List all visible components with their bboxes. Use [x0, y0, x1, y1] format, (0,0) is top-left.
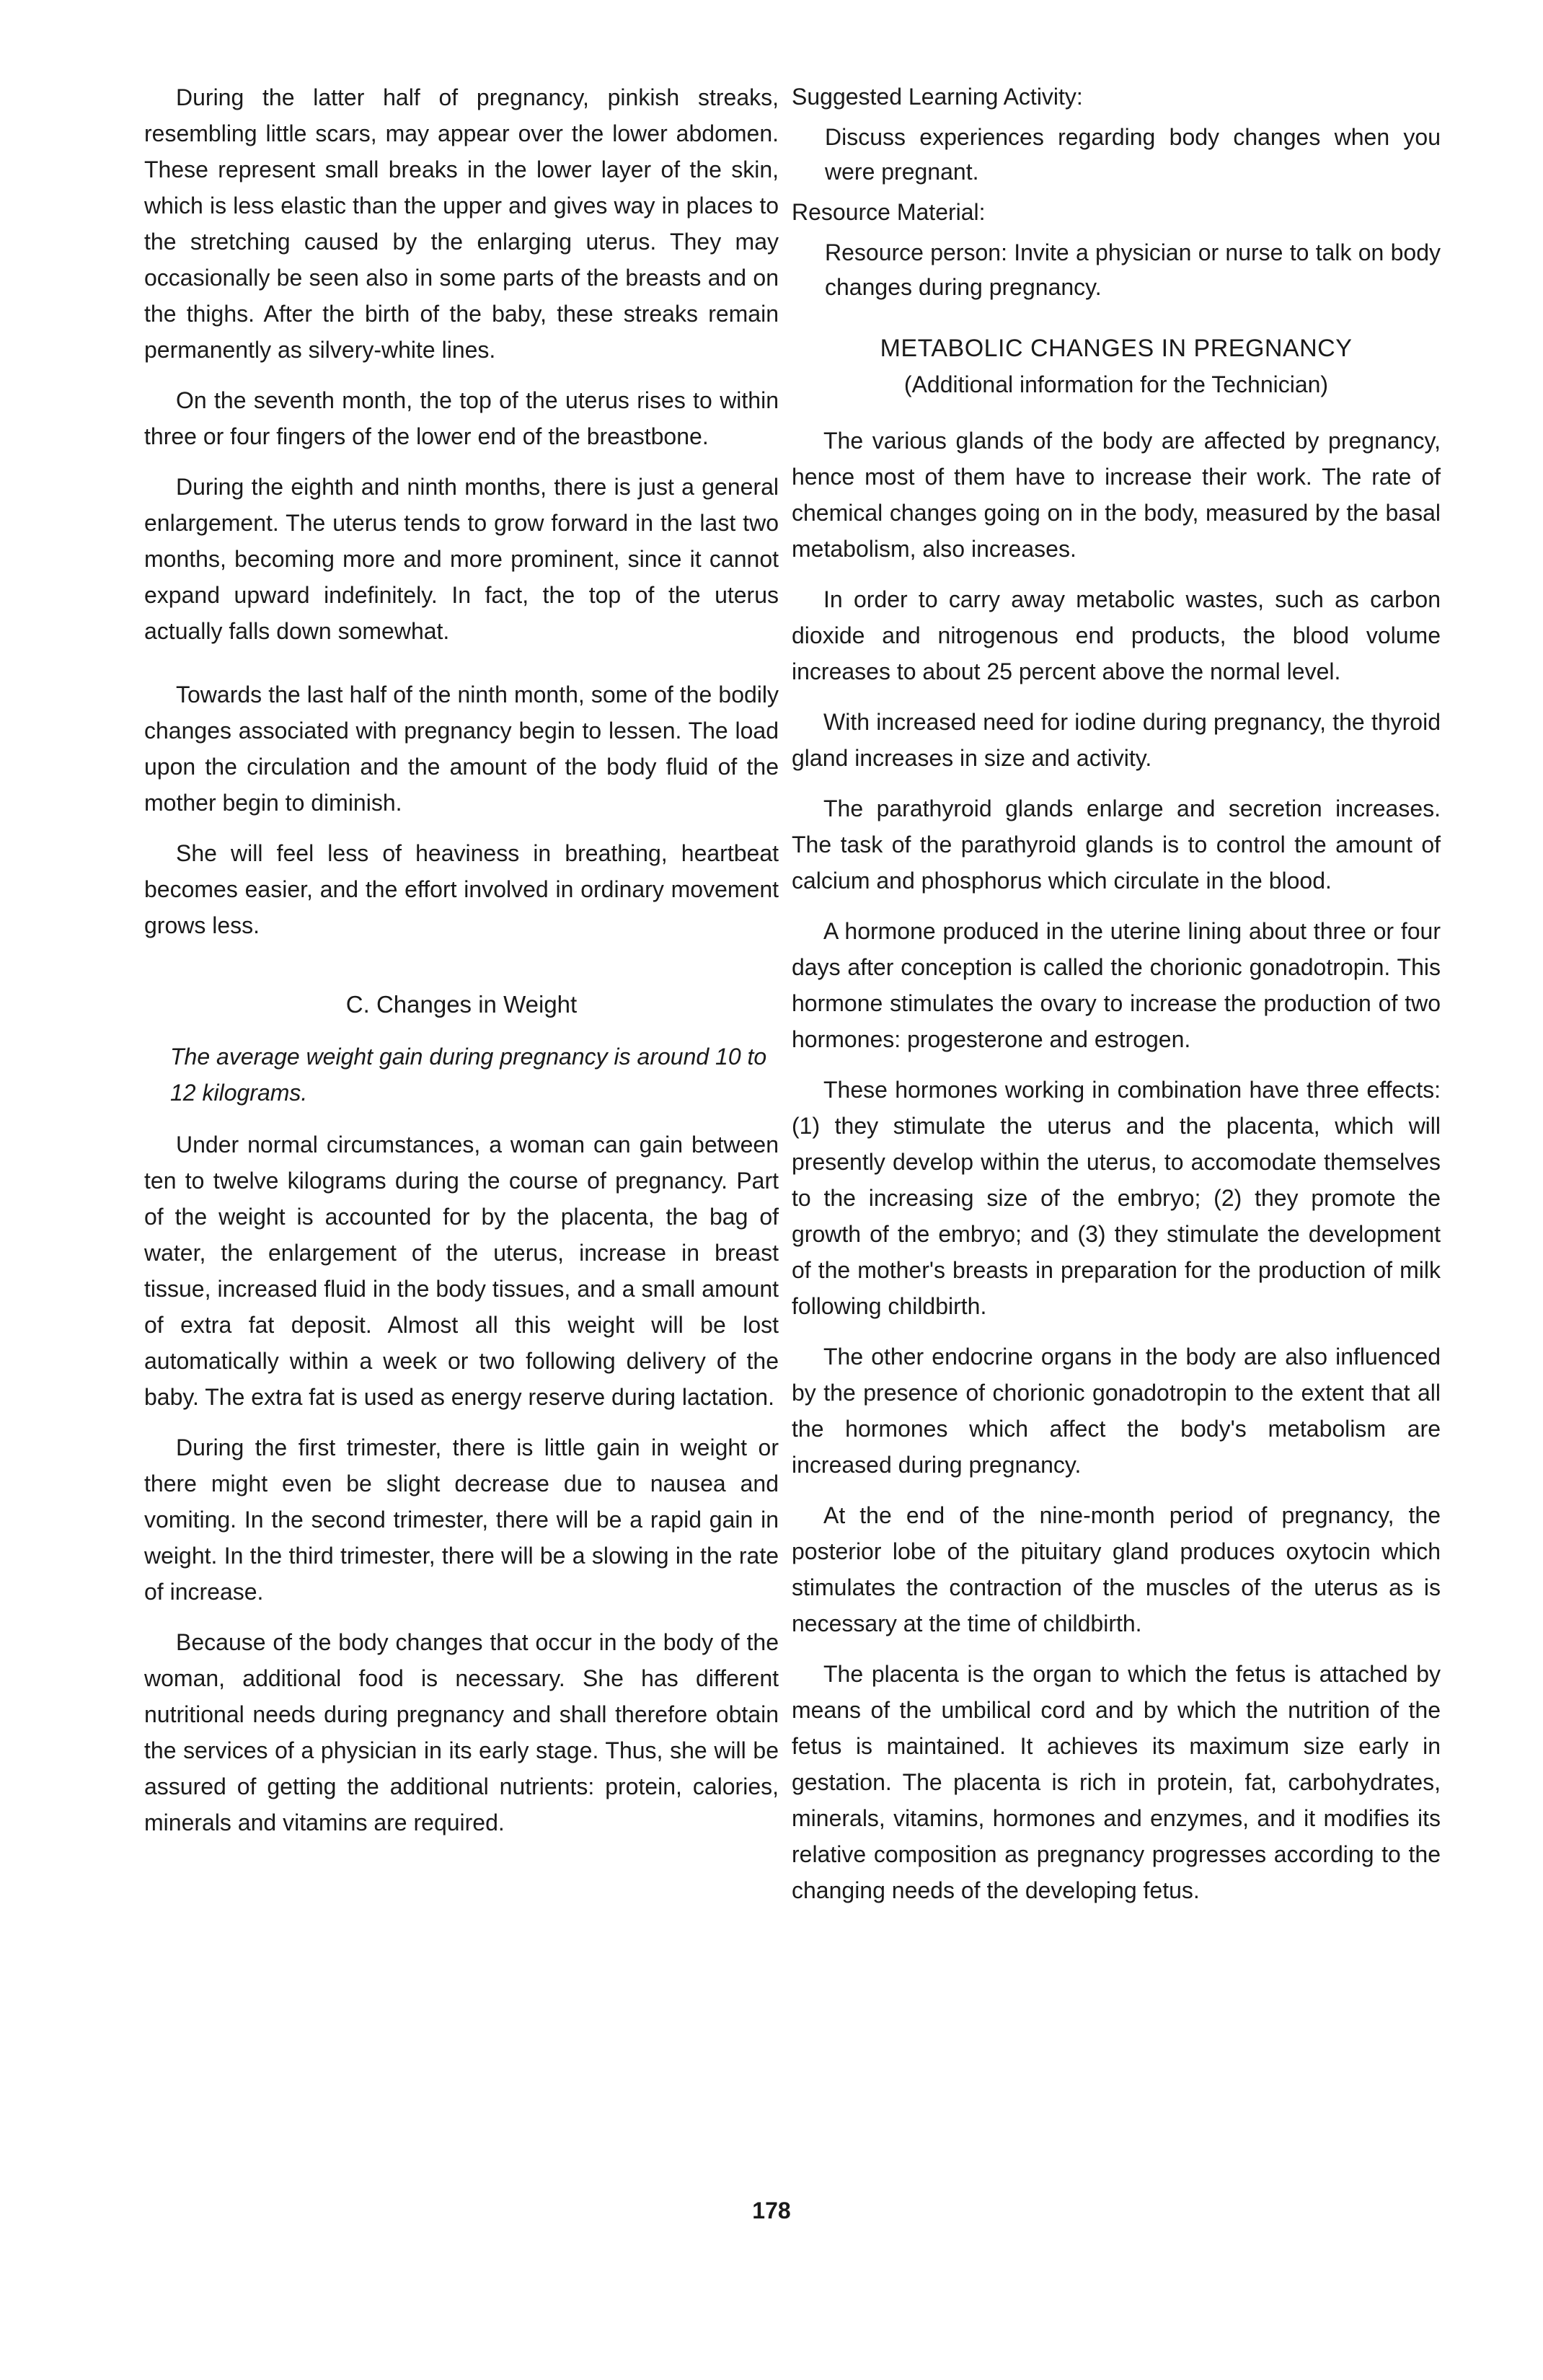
body-paragraph: She will feel less of heaviness in breathing, heartbeat becomes easier, and the effort involved in ordinary movement grows less. — [144, 840, 779, 938]
body-paragraph: In order to carry away metabolic wastes, such as carbon dioxide and nitrogenous end products, the blood volume increases to about 25 percent above the normal level. — [792, 586, 1441, 684]
body-paragraph: At the end of the nine-month period of pregnancy, the posterior lobe of the pituitary gland produces oxytocin which stimulates the contraction of the muscles of the uterus as is necessary at the time of childbirth. — [792, 1502, 1441, 1636]
body-paragraph: With increased need for iodine during pregnancy, the thyroid gland increases in size and activity. — [792, 709, 1441, 771]
section-heading-metabolic: METABOLIC CHANGES IN PREGNANCY — [880, 335, 1353, 362]
section-subheading: (Additional information for the Technician) — [903, 371, 1329, 397]
body-paragraph: A hormone produced in the uterine lining about three or four days after conception is called the chorionic gonadotropin. This hormone stimulates the ovary to increase the production of two hormones: progesterone and estrogen. — [792, 918, 1441, 1052]
resource-material-label: Resource Material: — [792, 199, 986, 225]
left-column — [144, 79, 779, 1855]
italic-summary-note: The average weight gain during pregnancy is around 10 to 12 kilograms. — [170, 1044, 767, 1106]
body-paragraph: The various glands of the body are affected by pregnancy, hence most of them have to increase their work. The rate of chemical changes going on in the body, measured by the basal metabolism, also increases. — [792, 428, 1441, 562]
body-paragraph: Towards the last half of the ninth month, some of the bodily changes associated with pregnancy begin to lessen. The load upon the circulation and the amount of the body fluid of the mother begin to diminish. — [144, 682, 779, 816]
body-paragraph: On the seventh month, the top of the uterus rises to within three or four fingers of the lower end of the breastbone. — [144, 387, 779, 449]
right-column — [792, 79, 1441, 1923]
page-number: 178 — [752, 2198, 791, 2223]
body-paragraph: During the first trimester, there is little gain in weight or there might even be slight decrease due to nausea and vomiting. In the second trimester, there will be a rapid gain in weight. In the third trimester, there will be a slowing in the rate of increase. — [144, 1434, 779, 1605]
learning-activity-text: Discuss experiences regarding body changes when you were pregnant. — [825, 124, 1441, 185]
body-paragraph: The placenta is the organ to which the fetus is attached by means of the umbilical cord and by which the nutrition of the fetus is maintained. It achieves its maximum size early in gestation. The placenta is rich in protein, fat, carbohydrates, minerals, vitamins, hormones and enzymes, and it modifies its relative composition as pregnancy progresses according to the changing needs of the developing fetus. — [792, 1661, 1441, 1903]
resource-material-text: Resource person: Invite a physician or nurse to talk on body changes during pregnancy. — [825, 239, 1441, 300]
body-paragraph: These hormones working in combination have three effects: (1) they stimulate the uterus and the placenta, which will presently develop within the uterus, to accomodate themselves to the increasing size of the embryo; (2) they promote the growth of the embryo; and (3) they stimulate the development of the mother's breasts in preparation for the production of milk following childbirth. — [792, 1077, 1441, 1319]
section-heading-weight: C. Changes in Weight — [345, 991, 578, 1018]
body-paragraph: Under normal circumstances, a woman can gain between ten to twelve kilograms during the course of pregnancy. Part of the weight is accounted for by the placenta, the bag of water, the enlargement of the uterus, increase in breast tissue, increased fluid in the body tissues, and a small amount of extra fat deposit. Almost all this weight will be lost automatically within a week or two following delivery of the baby. The extra fat is used as energy reserve during lactation. — [144, 1132, 779, 1410]
body-paragraph: During the eighth and ninth months, there is just a general enlargement. The uterus tends to grow forward in the last two months, becoming more and more prominent, since it cannot expand upward indefinitely. In fact, the top of the uterus actually falls down somewhat. — [144, 474, 779, 644]
body-paragraph: Because of the body changes that occur in the body of the woman, additional food is necessary. She has different nutritional needs during pregnancy and shall therefore obtain the services of a physician in its early stage. Thus, she will be assured of getting the additional nutrients: protein, calories, minerals and vitamins are required. — [144, 1629, 779, 1835]
body-paragraph: The other endocrine organs in the body are also influenced by the presence of chorionic gonadotropin to the extent that all the hormones which affect the body's metabolism are increased during pregnancy. — [792, 1344, 1441, 1478]
body-paragraph: The parathyroid glands enlarge and secretion increases. The task of the parathyroid glands is to control the amount of calcium and phosphorus which circulate in the blood. — [792, 795, 1441, 894]
learning-activity-label: Suggested Learning Activity: — [792, 84, 1083, 110]
body-paragraph: During the latter half of pregnancy, pinkish streaks, resembling little scars, may appear over the lower abdomen. These represent small breaks in the lower layer of the skin, which is less elastic than the upper and gives way in places to the stretching caused by the enlarging uterus. They may occasionally be seen also in some parts of the breasts and on the thighs. After the birth of the baby, these streaks remain permanently as silvery-white lines. — [144, 84, 779, 363]
